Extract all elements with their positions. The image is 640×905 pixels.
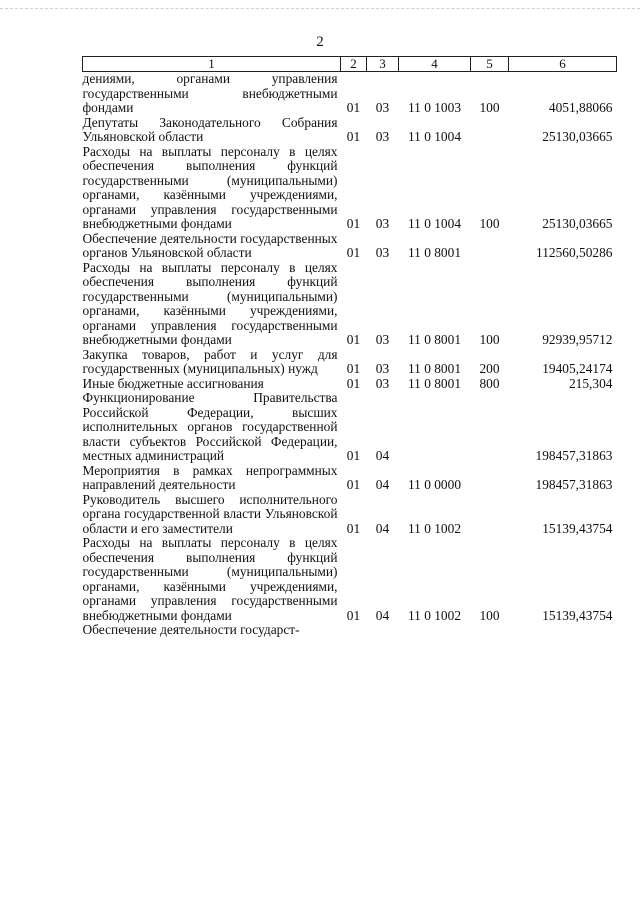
- row-section: 01: [346, 332, 361, 347]
- row-section: [341, 623, 367, 638]
- row-amount: 15139,43754: [542, 520, 613, 536]
- row-subsection: 03: [375, 216, 390, 231]
- row-target-article: 11 0 8001: [407, 332, 462, 347]
- row-subsection: 04: [375, 477, 390, 492]
- column-header: 1: [83, 57, 341, 72]
- row-expense-type: [471, 464, 509, 493]
- row-amount: 4051,88066: [548, 100, 613, 115]
- row-target-article: 11 0 1002: [407, 607, 462, 623]
- row-section: 01: [346, 477, 361, 492]
- row-subsection: 03: [375, 332, 390, 347]
- row-name: дениями, органами управления государственными внебюджетными фондами: [82, 71, 338, 115]
- row-subsection: 03: [375, 245, 390, 260]
- row-expense-type: 100: [479, 332, 500, 347]
- row-name: Обеспечение деятельности государственных органов Ульяновской области: [82, 230, 338, 260]
- table-row: [83, 391, 617, 464]
- row-section: 01: [346, 520, 361, 536]
- row-name: Обеспечение деятельности государст-: [82, 622, 300, 637]
- row-expense-type: 200: [479, 361, 500, 376]
- row-amount: 15139,43754: [542, 607, 613, 623]
- table-row: [83, 348, 617, 377]
- row-expense-type: 100: [479, 607, 500, 623]
- row-target-article: [399, 623, 471, 638]
- row-section: 01: [346, 129, 361, 144]
- row-subsection: 03: [375, 129, 390, 144]
- row-name: Функционирование Правительства Российской Федерации, высших исполнительных органов государственной власти субъектов Российской Федерации, местных администраций: [82, 390, 338, 463]
- row-name: Расходы на выплаты персоналу в целях обеспечения выполнения функций государственными (муниципальными) органами, казёнными учреждениями, органами управления государственными внебюджетными фондами: [82, 143, 338, 231]
- row-name: Руководитель высшего исполнительного органа государственной власти Ульяновской области и его заместители: [82, 491, 338, 536]
- column-header: 5: [471, 57, 509, 72]
- row-name: Депутаты Законодательного Собрания Ульяновской области: [82, 114, 338, 144]
- row-amount: 19405,24174: [542, 361, 613, 376]
- row-amount: 112560,50286: [536, 245, 613, 260]
- row-expense-type: 100: [479, 216, 500, 231]
- row-name: Расходы на выплаты персоналу в целях обеспечения выполнения функций государственными (муниципальными) органами, казёнными учреждениями, органами управления государственными внебюджетными фондами: [82, 259, 338, 347]
- row-subsection: 03: [375, 375, 390, 391]
- row-target-article: 11 0 1002: [407, 520, 462, 536]
- row-name: Иные бюджетные ассигнования: [82, 375, 264, 391]
- row-target-article: 11 0 0000: [407, 477, 462, 492]
- table-row: [83, 145, 617, 232]
- scan-edge: [0, 8, 640, 9]
- row-subsection: 04: [375, 448, 390, 463]
- table-row: [83, 72, 617, 116]
- row-target-article: 11 0 1004: [407, 216, 462, 231]
- row-amount: 92939,95712: [542, 332, 613, 347]
- row-expense-type: 800: [479, 375, 500, 391]
- row-name: Мероприятия в рамках непрограммных направлений деятельности: [82, 462, 338, 492]
- row-amount: 215,304: [568, 375, 613, 391]
- row-subsection: [367, 623, 399, 638]
- row-section: 01: [346, 216, 361, 231]
- row-section: 01: [346, 245, 361, 260]
- row-subsection: 04: [375, 520, 390, 536]
- row-expense-type: [471, 232, 509, 261]
- row-name: Закупка товаров, работ и услуг для государственных (муниципальных) нужд: [82, 346, 338, 376]
- row-expense-type: [471, 391, 509, 464]
- row-target-article: 11 0 1004: [407, 129, 462, 144]
- table-row: [83, 536, 617, 623]
- row-amount: 198457,31863: [535, 448, 613, 463]
- page-number: 2: [316, 34, 324, 50]
- row-amount: 25130,03665: [542, 216, 613, 231]
- header-row: [83, 57, 617, 72]
- table-row: [83, 116, 617, 145]
- row-subsection: 03: [375, 100, 390, 115]
- column-header: 2: [341, 57, 367, 72]
- row-subsection: 03: [375, 361, 390, 376]
- row-target-article: 11 0 8001: [407, 375, 462, 391]
- table-row: [83, 377, 617, 392]
- row-section: 01: [346, 448, 361, 463]
- row-section: 01: [346, 361, 361, 376]
- budget-table: [82, 56, 617, 638]
- row-target-article: 11 0 1003: [407, 100, 462, 115]
- row-target-article: 11 0 8001: [407, 245, 462, 260]
- table-row: [83, 232, 617, 261]
- table-row: [83, 623, 617, 638]
- row-name: Расходы на выплаты персоналу в целях обеспечения выполнения функций государственными (муниципальными) органами, казёнными учреждениями, органами управления государственными внебюджетными фондами: [82, 535, 338, 623]
- row-section: 01: [346, 607, 361, 623]
- row-target-article: 11 0 8001: [407, 361, 462, 376]
- column-header: 6: [509, 57, 617, 72]
- row-expense-type: [471, 623, 509, 638]
- row-amount: 25130,03665: [542, 129, 613, 144]
- table-row: [83, 261, 617, 348]
- column-header: 4: [399, 57, 471, 72]
- row-section: 01: [346, 100, 361, 115]
- row-expense-type: [471, 116, 509, 145]
- row-section: 01: [346, 375, 361, 391]
- column-header: 3: [367, 57, 399, 72]
- row-expense-type: 100: [479, 100, 500, 115]
- row-expense-type: [471, 493, 509, 537]
- row-subsection: 04: [375, 607, 390, 623]
- table-row: [83, 493, 617, 537]
- table-row: [83, 464, 617, 493]
- row-target-article: [399, 391, 471, 464]
- row-amount: 198457,31863: [535, 477, 613, 492]
- row-amount: [509, 623, 617, 638]
